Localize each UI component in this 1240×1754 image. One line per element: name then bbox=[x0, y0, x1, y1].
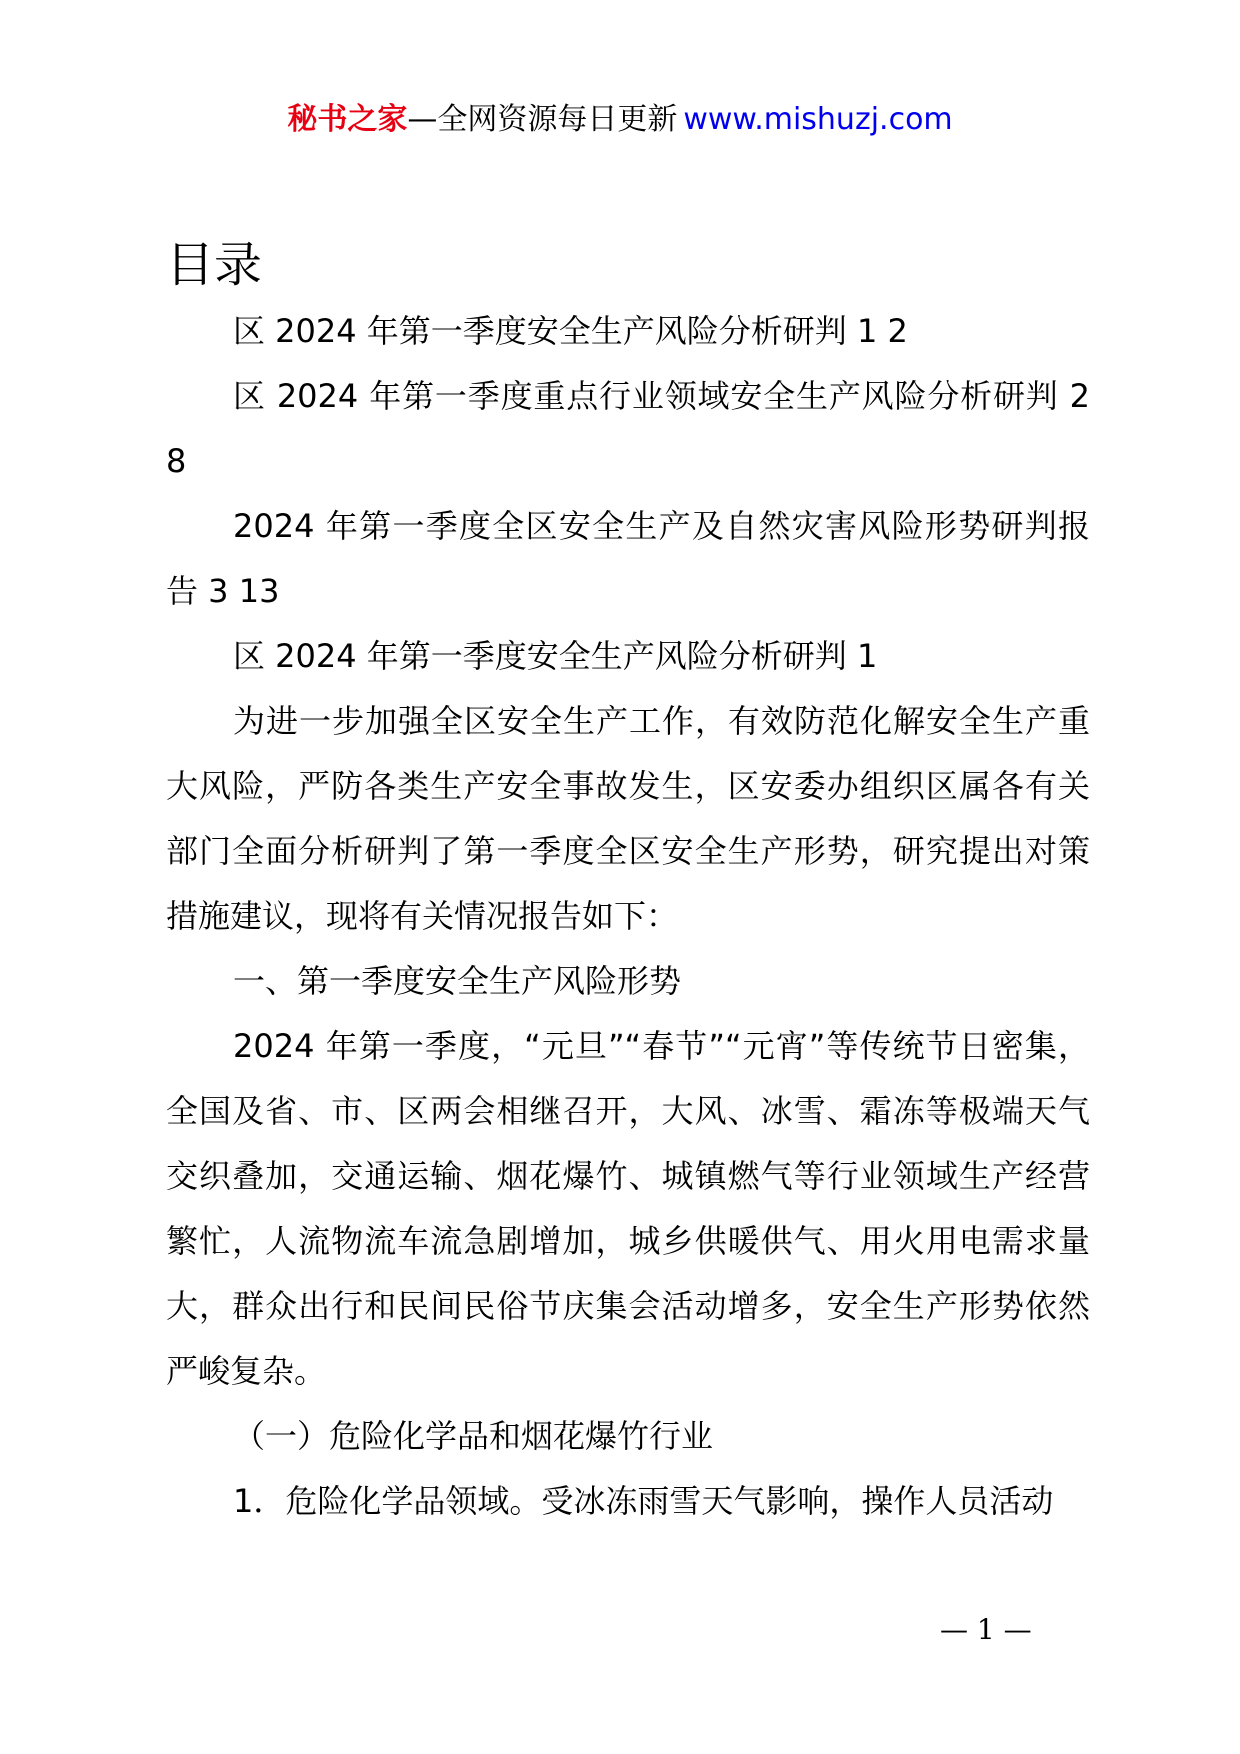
document-body bbox=[166, 235, 1090, 1534]
intro-paragraph: 为进一步加强全区安全生产工作，有效防范化解安全生产重大风险，严防各类生产安全事故发生，区安委办组织区属各有关部门全面分析研判了第一季度全区安全生产形势，研究提出对策措施建议，现将有关情况报告如下： bbox=[166, 702, 1090, 935]
subsection-heading: （一）危险化学品和烟花爆竹行业 bbox=[233, 1417, 714, 1455]
toc-entry: 区 2024 年第一季度安全生产风险分析研判 1 2 bbox=[233, 312, 908, 350]
toc-entry: 2024 年第一季度全区安全生产及自然灾害风险形势研判报告 3 13 bbox=[166, 507, 1090, 610]
document-title: 区 2024 年第一季度安全生产风险分析研判 1 bbox=[233, 637, 878, 675]
toc-entry: 区 2024 年第一季度重点行业领域安全生产风险分析研判 2 8 bbox=[166, 377, 1090, 480]
site-url-link[interactable]: www.mishuzj.com bbox=[683, 102, 953, 137]
site-header bbox=[0, 100, 1240, 140]
site-slogan: —全网资源每日更新 bbox=[407, 102, 678, 137]
toc-title: 目录 bbox=[166, 237, 263, 293]
section-paragraph: 2024 年第一季度，“元旦”“春节”“元宵”等传统节日密集，全国及省、市、区两会相继召开，大风、冰雪、霜冻等极端天气交织叠加，交通运输、烟花爆竹、城镇燃气等行业领域生产经营繁忙，人流物流车流急剧增加，城乡供暖供气、用火用电需求量大，群众出行和民间民俗节庆集会活动增多，安全生产形势依然严峻复杂。 bbox=[166, 1027, 1090, 1390]
page-number: — 1 — bbox=[940, 1613, 1032, 1646]
site-brand: 秘书之家 bbox=[287, 102, 408, 137]
item-paragraph: 1．危险化学品领域。受冰冻雨雪天气影响，操作人员活动 bbox=[233, 1482, 1054, 1520]
section-heading: 一、第一季度安全生产风险形势 bbox=[233, 962, 682, 1000]
